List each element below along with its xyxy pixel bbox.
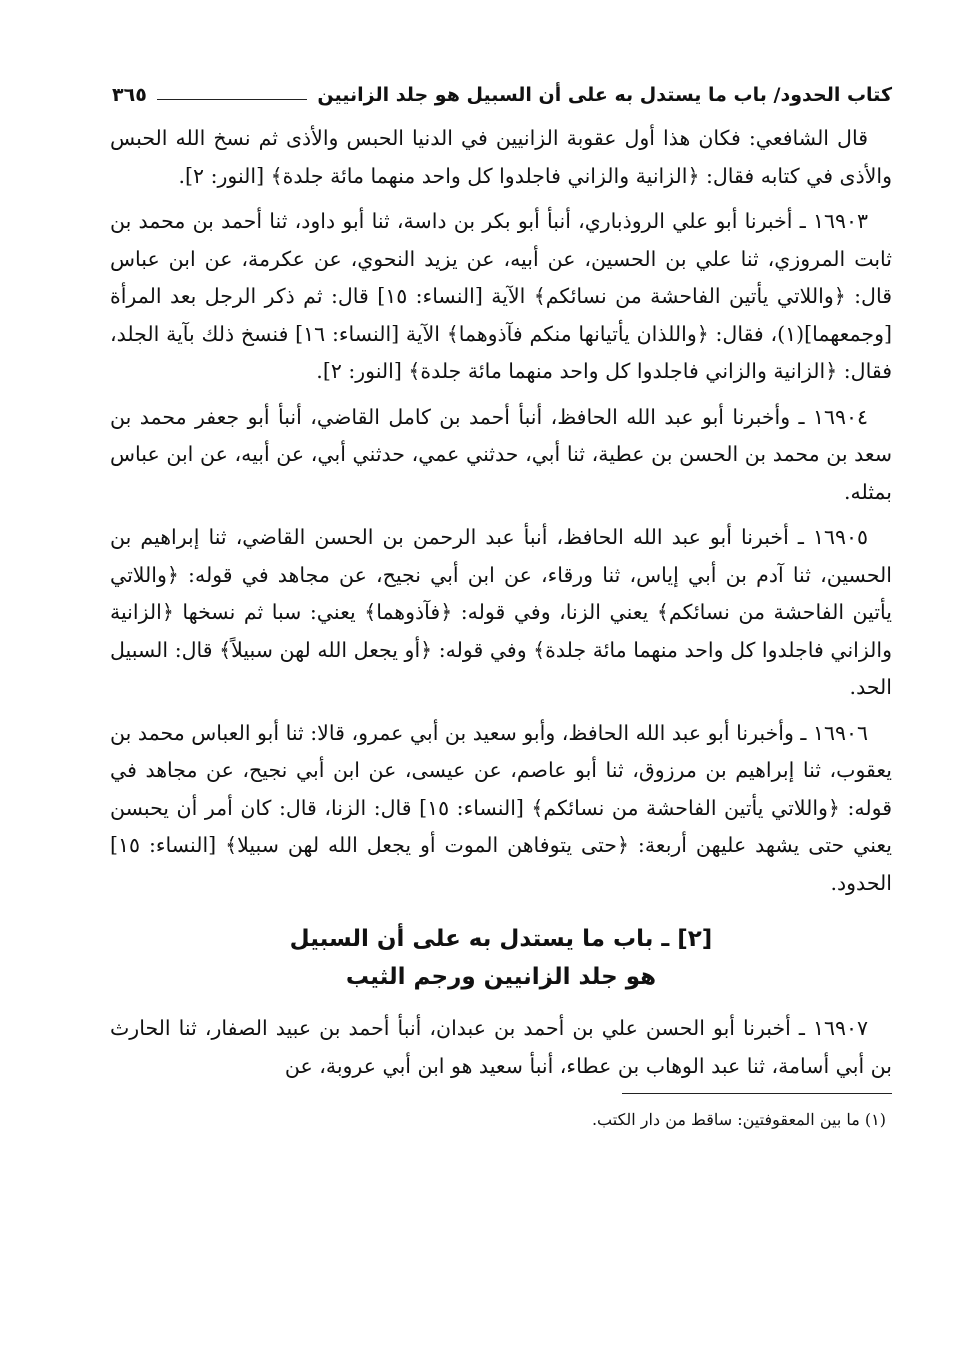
main-text — [110, 120, 892, 1085]
header-rule — [157, 99, 308, 100]
running-header-title: كتاب الحدود/ باب ما يستدل به على أن السبيل هو جلد الزانيين — [317, 84, 892, 106]
footnote-divider — [622, 1093, 892, 1094]
running-header — [110, 78, 892, 112]
page-number: ٣٦٥ — [112, 84, 147, 106]
paragraph-hadith-16905: ١٦٩٠٥ ـ أخبرنا أبو عبد الله الحافظ، أنبأ عبد الرحمن بن الحسن القاضي، ثنا إبراهيم بن الحسين، ثنا آدم بن أبي إياس، ثنا ورقاء، عن ابن أبي نجيح، عن مجاهد في قوله: ﴿واللاتي يأتين الفاحشة من نسائكم﴾ يعني الزنا، وفي قوله: ﴿فآذوهما﴾ يعني: سبا ثم نسخها ﴿الزانية والزاني فاجلدوا كل واحد منهما مائة جلدة﴾ وفي قوله: ﴿أو يجعل الله لهن سبيلاً﴾ قال: السبيل الحد. — [110, 525, 892, 699]
book-page — [110, 78, 892, 1132]
paragraph-hadith-16903: ١٦٩٠٣ ـ أخبرنا أبو علي الروذباري، أنبأ أبو بكر بن داسة، ثنا أبو داود، ثنا أحمد بن محمد بن ثابت المروزي، ثنا علي بن الحسين، عن أبيه، عن يزيد النحوي، عن عكرمة، عن ابن عباس قال: ﴿واللاتي يأتين الفاحشة من نسائكم﴾ الآية [النساء: ١٥] قال: ثم ذكر الرجل بعد المرأة [وجمعهما](١)، فقال: ﴿واللذان يأتيانها منكم فآذوهما﴾ الآية [النساء: ١٦] فنسخ ذلك بآية الجلد، فقال: ﴿الزانية والزاني فاجلدوا كل واحد منهما مائة جلدة﴾ [النور: ٢]. — [110, 209, 892, 383]
section-heading-line-1: [٢] ـ باب ما يستدل به على أن السبيل — [289, 926, 713, 952]
section-heading — [110, 920, 892, 996]
paragraph: قال الشافعي: فكان هذا أول عقوبة الزانيين في الدنيا الحبس والأذى ثم نسخ الله الحبس والأذى في كتابه فقال: ﴿الزانية والزاني فاجلدوا كل واحد منهما مائة جلدة﴾ [النور: ٢]. — [110, 126, 892, 188]
section-heading-line-2: هو جلد الزانيين ورجم الثيب — [345, 964, 657, 990]
paragraph-hadith-16906: ١٦٩٠٦ ـ وأخبرنا أبو عبد الله الحافظ، وأبو سعيد بن أبي عمرو، قالا: ثنا أبو العباس محمد بن يعقوب، ثنا إبراهيم بن مرزوق، ثنا أبو عاصم، عن عيسى، عن ابن أبي نجيح، عن مجاهد في قوله: ﴿واللاتي يأتين الفاحشة من نسائكم﴾ [النساء: ١٥] قال: الزنا، قال: كان أمر أن يحبسن يعني حتى يشهد عليهن أربعة: ﴿حتى يتوفاهن الموت أو يجعل الله لهن سبيلا﴾ [النساء: ١٥] الحدود. — [110, 720, 892, 895]
paragraph-hadith-16907: ١٦٩٠٧ ـ أخبرنا أبو الحسن علي بن أحمد بن عبدان، أنبأ أحمد بن عبيد الصفار، ثنا الحارث بن أبي أسامة، ثنا عبد الوهاب بن عطاء، أنبأ سعيد هو ابن أبي عروبة، عن — [110, 1016, 892, 1078]
footnote: (١) ما بين المعقوفتين: ساقط من دار الكتب. — [591, 1110, 886, 1129]
paragraph-hadith-16904: ١٦٩٠٤ ـ وأخبرنا أبو عبد الله الحافظ، أنبأ أحمد بن كامل القاضي، أنبأ أبو جعفر محمد بن سعد بن محمد بن الحسن بن عطية، ثنا أبي، حدثني عمي، حدثني أبي، عن أبيه، عن ابن عباس بمثله. — [110, 404, 892, 504]
